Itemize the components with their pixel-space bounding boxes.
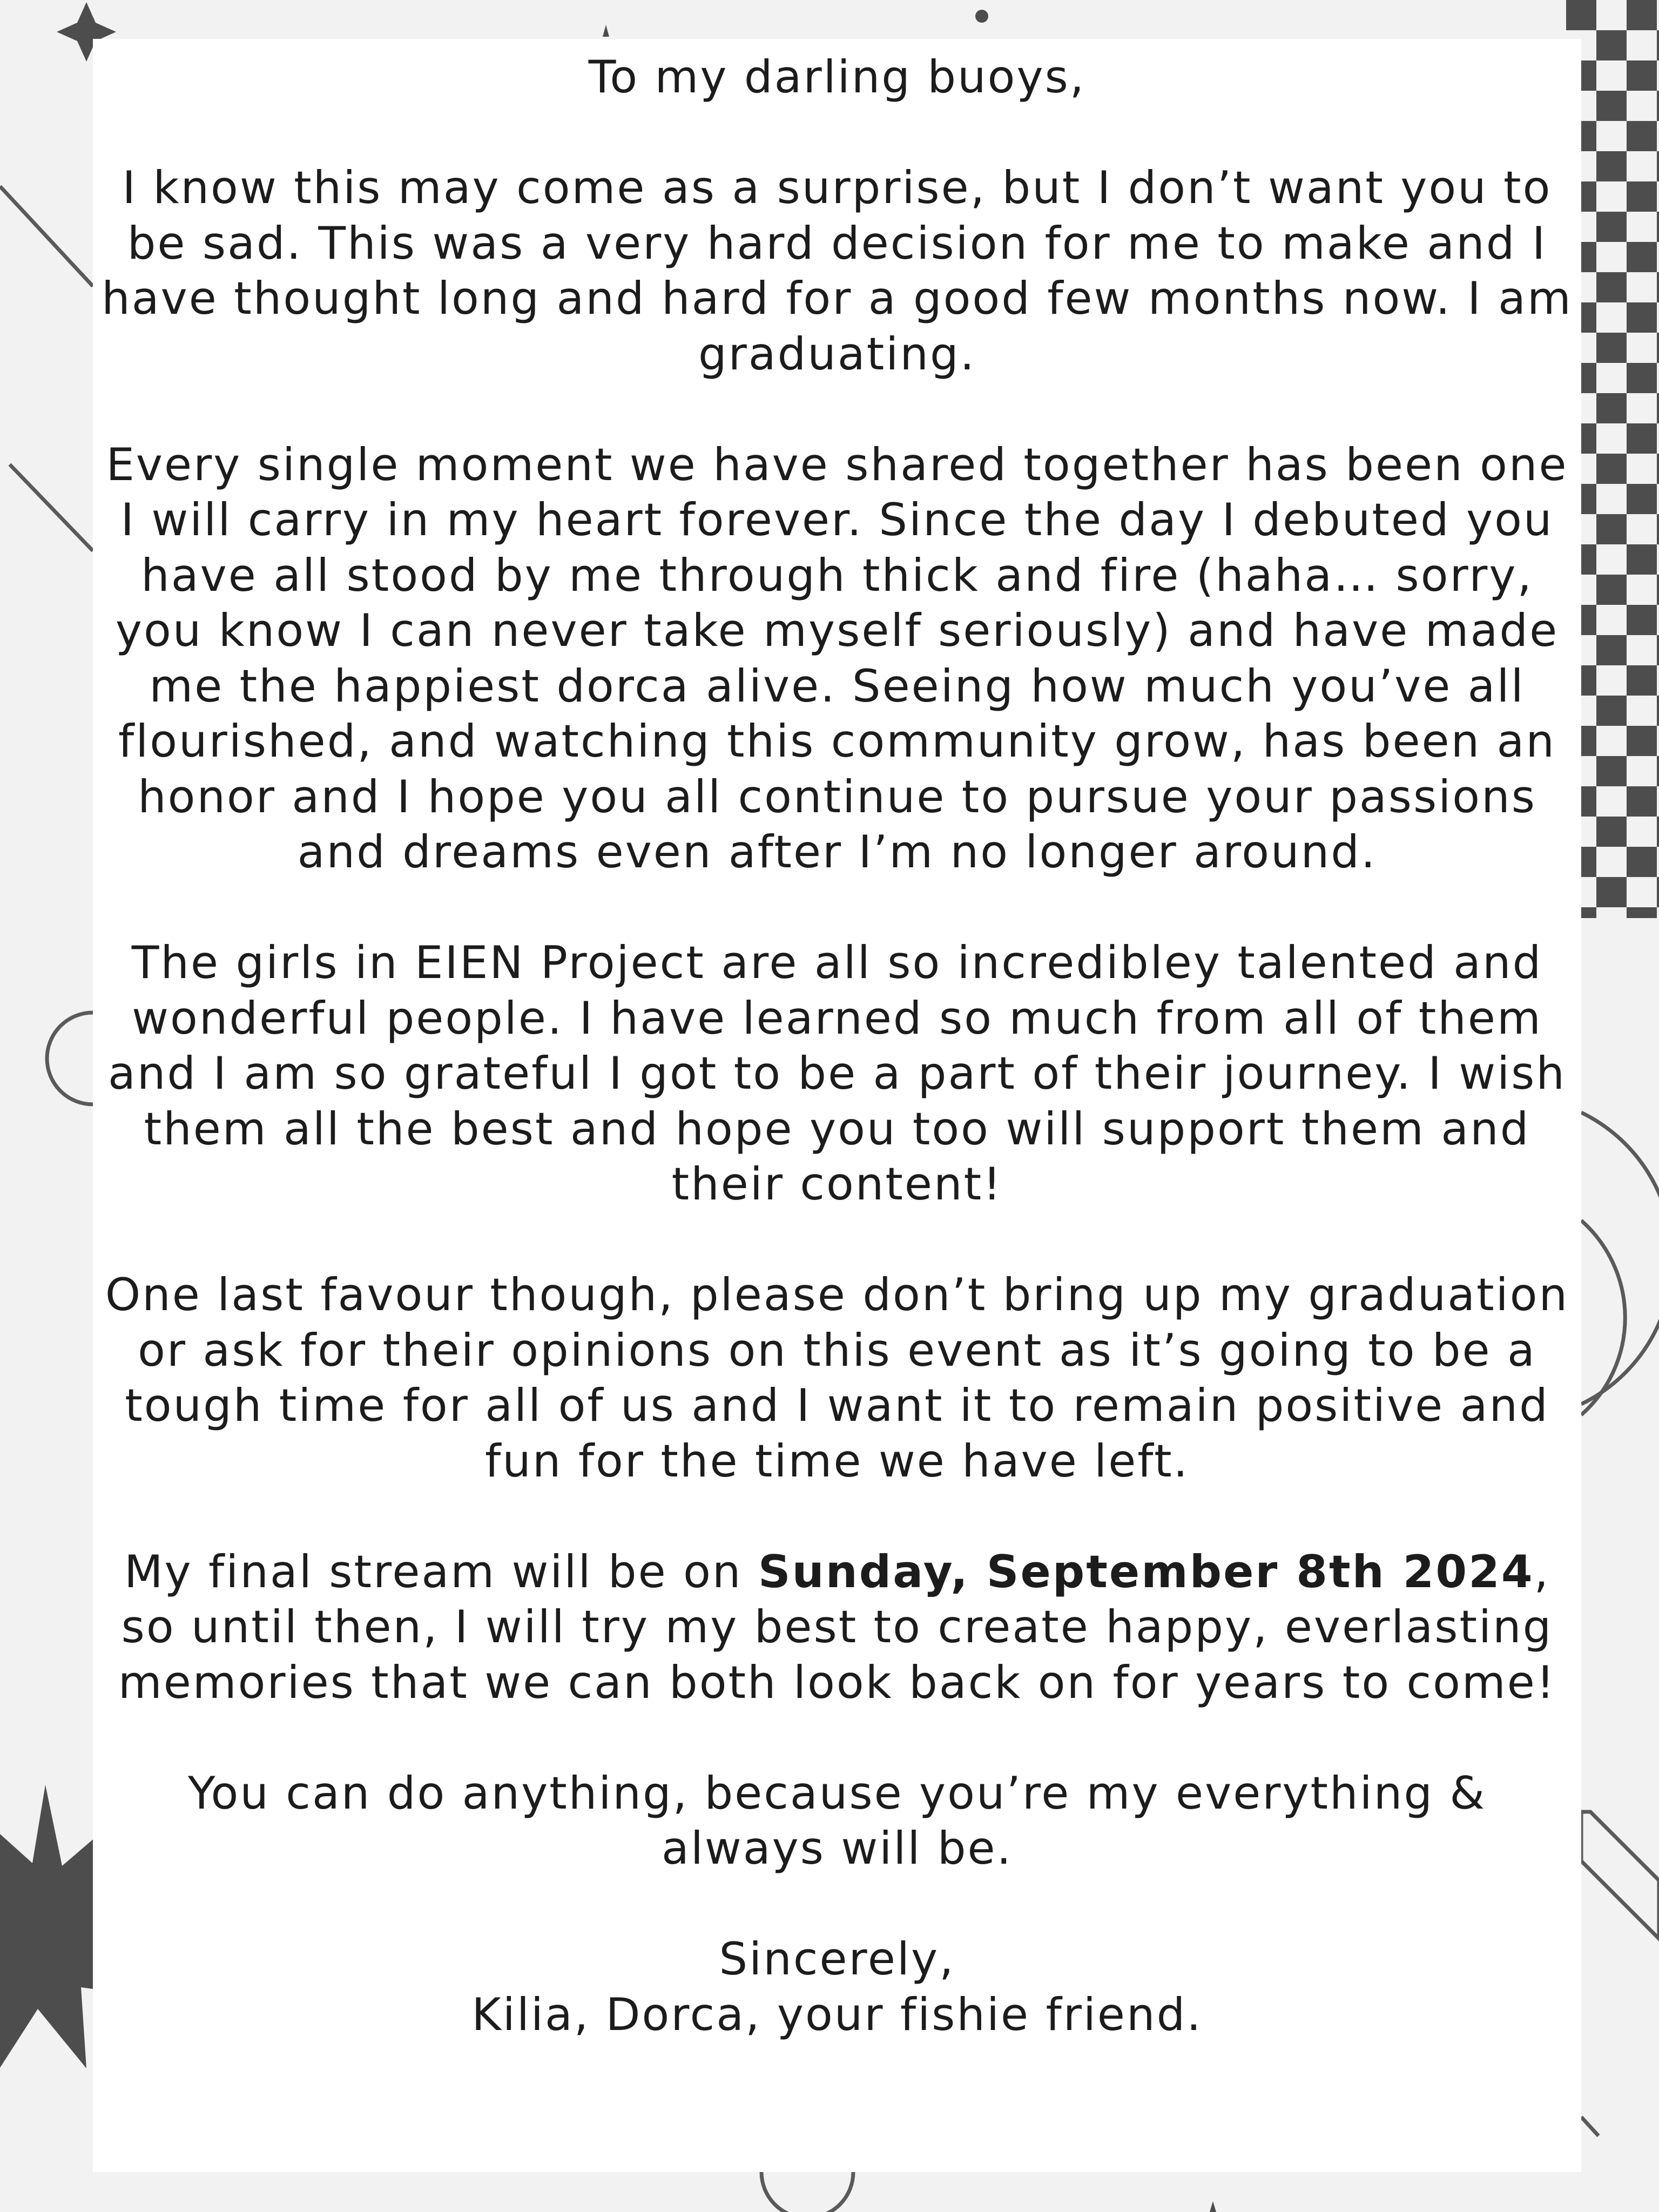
paragraph-5-lead: My final stream will be on	[124, 1545, 758, 1598]
arc-right-1	[1581, 1112, 1659, 1404]
letter-greeting: To my darling buoys,	[588, 51, 1086, 103]
diagonal-line-2	[10, 464, 93, 551]
letter-paragraph-4: One last favour though, please don’t bring up my graduation or ask for their opinions on this event as it’s going to be a tough time for all of us and I want it to remain positive and fun for the time we have left.	[105, 1269, 1569, 1487]
diagonal-line-3	[1581, 2117, 1599, 2136]
caret-bottom-icon	[1210, 2201, 1216, 2212]
letter-closing	[93, 1932, 1581, 2042]
letter-paragraph-3: The girls in EIEN Project are all so incredibley talented and wonderful people. I have learned so much from all of them and I am so grateful I got to be a part of their journey. I wish them all the best and hope you too will support them and their content!	[107, 936, 1567, 1210]
caret-icon	[603, 25, 609, 37]
half-circle-bottom	[761, 2172, 853, 2212]
letter-paragraph-2: Every single moment we have shared together has been one I will carry in my heart forever. Since the day I debuted you have all stood by me through thick and fire (haha… sorry, you know I can never take myself seriously) and have made me the happiest dorca alive. Seeing how much you’ve all flourished, and watching this community grow, has been an honor and I hope you all continue to pursue your passions and dreams even after I’m no longer around.	[106, 438, 1568, 878]
half-circle-left	[47, 1013, 93, 1104]
letter-body	[93, 50, 1581, 2042]
paragraph-5-rest: , so until then, I will try my best to create happy, everlasting memories that we can both look back on for years to come!	[118, 1545, 1556, 1709]
arc-right-2	[1581, 1220, 1625, 1415]
final-stream-date: Sunday, September 8th 2024	[758, 1545, 1534, 1598]
letter-paper	[93, 39, 1581, 2172]
dot-icon	[975, 10, 988, 23]
letter-paragraph-1: I know this may come as a surprise, but I don’t want you to be sad. This was a very hard decision for me to make and I have thought long and hard for a good few months now. I am graduating.	[102, 161, 1573, 380]
stripe-bottom-right	[1581, 1812, 1659, 1939]
signature: Kilia, Dorca, your fishie friend.	[471, 1988, 1203, 2041]
sign-off: Sincerely,	[719, 1933, 955, 1985]
diagonal-line-1	[0, 186, 93, 286]
letter-paragraph-5	[93, 1545, 1581, 1711]
letter-paragraph-6: You can do anything, because you’re my everything & always will be.	[187, 1766, 1487, 1874]
